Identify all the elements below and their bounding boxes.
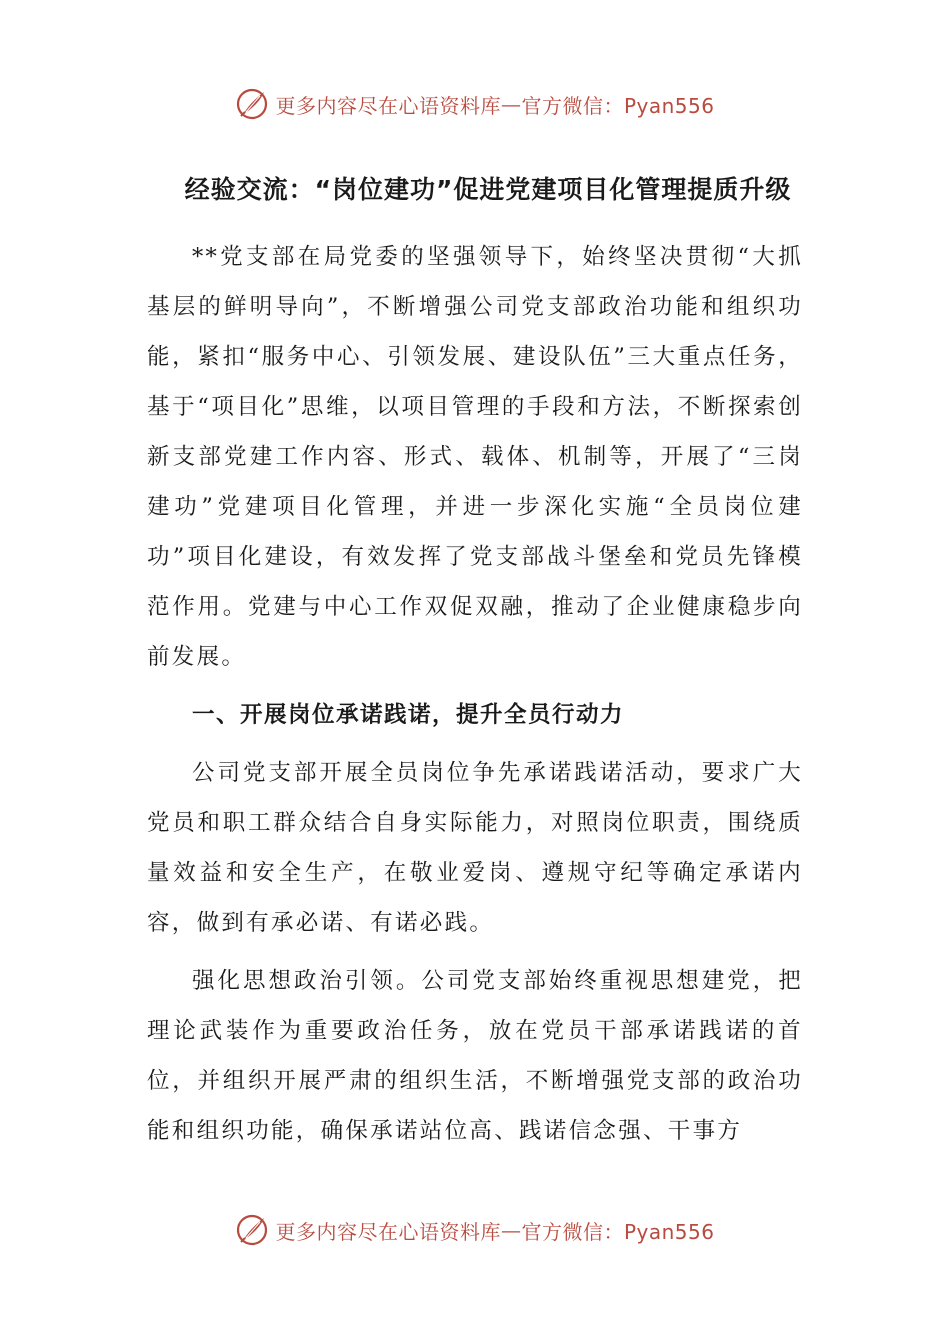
banner-dash: — bbox=[500, 1218, 522, 1242]
header-banner bbox=[0, 82, 950, 126]
document-title: 经验交流：“岗位建功”促进党建项目化管理提质升级 bbox=[184, 175, 792, 204]
banner-wechat-text: 官方微信：Pyan556 bbox=[521, 93, 715, 118]
quill-pen-logo bbox=[235, 1213, 269, 1247]
banner-dash: — bbox=[500, 92, 522, 116]
banner-brand-text: 更多内容尽在心语资料库 bbox=[275, 93, 501, 118]
banner-wechat-text: 官方微信：Pyan556 bbox=[521, 1219, 715, 1244]
intro-paragraph: **党支部在局党委的坚强领导下，始终坚决贯彻“大抓基层的鲜明导向”，不断增强公司党支部政治功能和组织功能，紧扣“服务中心、引领发展、建设队伍”三大重点任务，基于“项目化”思维，以项目管理的手段和方法，不断探索创新支部党建工作内容、形式、载体、机制等，开展了“三岗建功”党建项目化管理，并进一步深化实施“全员岗位建功”项目化建设，有效发挥了党支部战斗堡垒和党员先锋模范作用。党建与中心工作双促双融，推动了企业健康稳步向前发展。 bbox=[147, 244, 803, 670]
document-body bbox=[147, 232, 803, 1156]
section-heading-1: 一、开展岗位承诺践诺，提升全员行动力 bbox=[192, 702, 625, 728]
footer-banner bbox=[0, 1208, 950, 1252]
section1-paragraph-1: 公司党支部开展全员岗位争先承诺践诺活动，要求广大党员和职工群众结合自身实际能力，对照岗位职责，围绕质量效益和安全生产，在敬业爱岗、遵规守纪等确定承诺内容，做到有承必诺、有诺必践。 bbox=[147, 760, 803, 936]
quill-pen-logo bbox=[235, 87, 269, 121]
banner-brand-text: 更多内容尽在心语资料库 bbox=[275, 1219, 501, 1244]
section1-paragraph-2: 强化思想政治引领。公司党支部始终重视思想建党，把理论武装作为重要政治任务，放在党员干部承诺践诺的首位，并组织开展严肃的组织生活，不断增强党支部的政治功能和组织功能，确保承诺站位高、践诺信念强、干事方 bbox=[147, 968, 803, 1144]
